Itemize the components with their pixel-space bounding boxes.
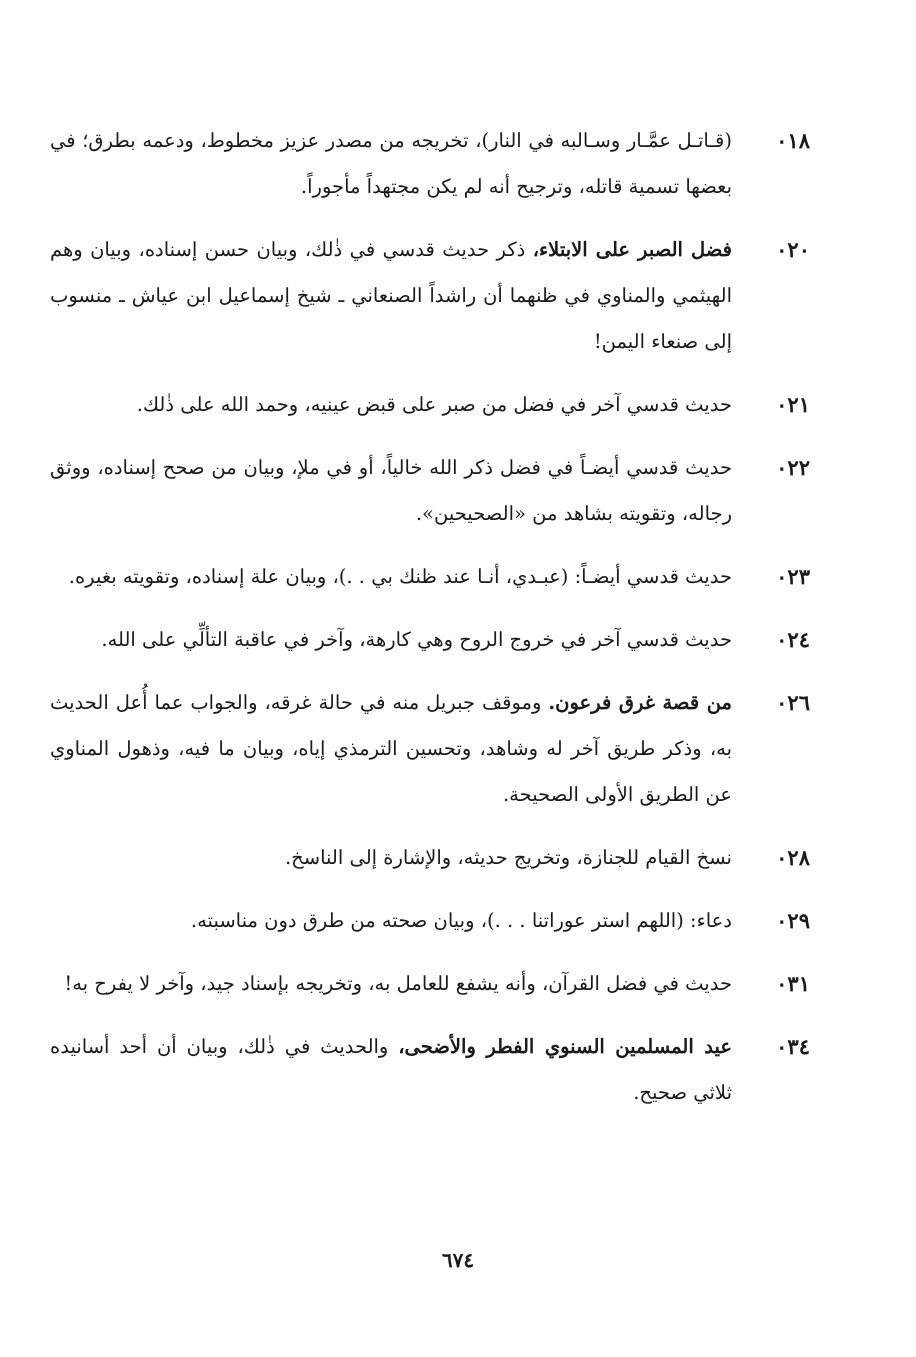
entry-number: ٠٢٨ [776, 845, 810, 870]
entry-text [50, 227, 732, 365]
entry-text [50, 382, 732, 428]
index-entry [50, 835, 810, 881]
entry-text [50, 1024, 732, 1116]
entry-description: حديث قدسي أيضـاً: (عبـدي، أنـا عند ظنك بي . .)، وبيان علة إسناده، وتقويته بغيره. [68, 565, 732, 588]
entry-lead: عيد المسلمين السنوي الفطر والأضحى، [398, 1035, 732, 1058]
index-entry [50, 961, 810, 1007]
index-entry [50, 227, 810, 365]
entry-description: نسخ القيام للجنازة، وتخريج حديثه، والإشارة إلى الناسخ. [284, 846, 732, 869]
entry-number: ٠٢٤ [776, 627, 810, 652]
entry-description: وموقف جبريل منه في حالة غرقه، والجواب عما أُعل الحديث به، وذكر طريق آخر له وشاهد، وتحسين الترمذي إياه، وبيان ما فيه، وذهول المناوي عن الطريق الأولى الصحيحة. [50, 691, 732, 806]
index-entry [50, 382, 810, 428]
entry-description: (قـاتـل عمَّـار وسـالبه في النار)، تخريجه من مصدر عزيز مخطوط، ودعمه بطرق؛ في بعضها تسمية قاتله، وترجيح أنه لم يكن مجتهداً مأجوراً. [50, 129, 732, 198]
entry-number: ٠٢٠ [776, 237, 810, 262]
entry-text [50, 118, 732, 210]
index-entry [50, 680, 810, 818]
index-list [50, 118, 810, 1133]
entry-number: ٠٢١ [776, 392, 810, 417]
entry-text [50, 445, 732, 537]
index-entry [50, 617, 810, 663]
entry-lead: فضل الصبر على الابتلاء، [532, 238, 732, 261]
entry-description: دعاء: (اللهم استر عوراتنا . . .)، وبيان صحته من طرق دون مناسبته. [190, 909, 732, 932]
entry-number: ٠٣٤ [776, 1034, 810, 1059]
entry-lead: من قصة غرق فرعون. [548, 691, 732, 714]
entry-description: حديث قدسي آخر في فضل من صبر على قبض عينيه، وحمد الله على ذٰلك. [136, 393, 732, 416]
entry-text [50, 680, 732, 818]
entry-text [50, 961, 732, 1007]
index-entry [50, 445, 810, 537]
entry-text [50, 898, 732, 944]
entry-number: ٠٢٦ [776, 690, 810, 715]
entry-number: ٠٢٣ [776, 564, 810, 589]
entry-number: ٠١٨ [776, 128, 810, 153]
entry-description: والحديث في ذٰلك، وبيان أن أحد أسانيده ثلاثي صحيح. [50, 1035, 732, 1104]
entry-number: ٠٢٩ [776, 908, 810, 933]
index-entry [50, 898, 810, 944]
entry-description: حديث قدسي أيضـاً في فضل ذكر الله خالياً، أو في ملإ، وبيان من صحح إسناده، ووثق رجاله، وتقويته بشاهد من «الصحيحين». [50, 456, 732, 525]
page-number: ٦٧٤ [441, 1248, 475, 1272]
index-entry [50, 554, 810, 600]
entry-text [50, 554, 732, 600]
entry-description: حديث في فضل القرآن، وأنه يشفع للعامل به، وتخريجه بإسناد جيد، وآخر لا يفرح به! [64, 972, 732, 995]
entry-text [50, 835, 732, 881]
entry-number: ٠٣١ [776, 971, 810, 996]
entry-text [50, 617, 732, 663]
entry-number: ٠٢٢ [776, 455, 810, 480]
entry-description: ذكر حديث قدسي في ذٰلك، وبيان حسن إسناده، وبيان وهم الهيثمي والمناوي في ظنهما أن راشداً الصنعاني ـ شيخ إسماعيل ابن عياش ـ منسوب إلى صنعاء اليمن! [50, 238, 732, 353]
entry-description: حديث قدسي آخر في خروج الروح وهي كارهة، وآخر في عاقبة التألِّي على الله. [101, 628, 732, 651]
index-entry [50, 118, 810, 210]
index-entry [50, 1024, 810, 1116]
